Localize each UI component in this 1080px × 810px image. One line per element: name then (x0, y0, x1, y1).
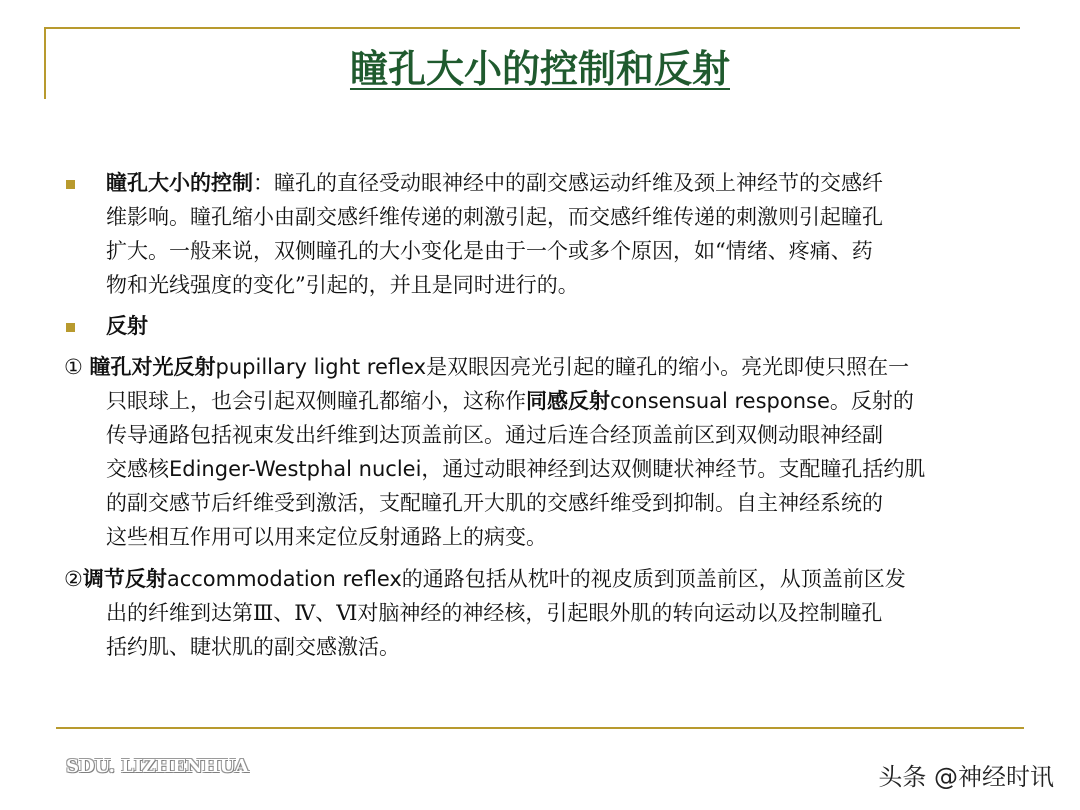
item-accommodation-line-3: 括约肌、睫状肌的副交感激活。 (106, 635, 400, 659)
footer-author: SDU. LIZHENHUA (66, 756, 249, 777)
bullet-square-icon (66, 323, 75, 332)
item-number: ① (64, 355, 83, 379)
item-accommodation-line-1: ②调节反射accommodation reflex的通路包括从枕叶的视皮质到顶盖前区，从顶盖前区发 (64, 567, 906, 591)
footer-rule (56, 727, 1024, 729)
item-pupillary-line-4: 交感核Edinger-Westphal nuclei，通过动眼神经到达双侧睫状神经节。支配瞳孔括约肌 (106, 457, 926, 481)
section-control-line-3: 扩大。一般来说，双侧瞳孔的大小变化是由于一个或多个原因，如“情绪、疼痛、药 (106, 239, 873, 263)
item-pupillary-line-1: ① 瞳孔对光反射pupillary light reflex是双眼因亮光引起的瞳孔的缩小。亮光即使只照在一 (64, 355, 910, 379)
item-pupillary-label: 瞳孔对光反射 (89, 355, 216, 379)
item-pupillary-line-6: 这些相互作用可以用来定位反射通路上的病变。 (106, 525, 547, 549)
item-accommodation-line-2: 出的纤维到达第Ⅲ、Ⅳ、Ⅵ对脑神经的神经核，引起眼外肌的转向运动以及控制瞳孔 (106, 601, 883, 625)
item-number: ② (64, 567, 83, 591)
section-control-line-1: 瞳孔大小的控制：瞳孔的直径受动眼神经中的副交感运动纤维及颈上神经节的交感纤 (106, 171, 883, 195)
item-pupillary-line-3: 传导通路包括视束发出纤维到达顶盖前区。通过后连合经顶盖前区到双侧动眼神经副 (106, 423, 883, 447)
consensual-label: 同感反射 (526, 389, 610, 413)
section-control-line-4: 物和光线强度的变化”引起的，并且是同时进行的。 (106, 273, 579, 297)
ew-nuclei-english: Edinger-Westphal nuclei (169, 457, 422, 481)
bullet-square-icon (66, 180, 75, 189)
item-pupillary-line-5: 的副交感节后纤维受到激活，支配瞳孔开大肌的交感纤维受到抑制。自主神经系统的 (106, 491, 883, 515)
item-pupillary-line-2: 只眼球上，也会引起双侧瞳孔都缩小，这称作同感反射consensual response。反射的 (106, 389, 914, 413)
item-pupillary-english: pupillary light reflex (215, 355, 427, 379)
footer-watermark: 头条 @神经时讯 (878, 763, 1054, 791)
consensual-english: consensual response (610, 389, 830, 413)
item-accommodation-english: accommodation reflex (166, 567, 402, 591)
item-accommodation-label: 调节反射 (82, 567, 167, 591)
slide-title: 瞳孔大小的控制和反射 (349, 47, 730, 91)
section-reflex-label: 反射 (106, 314, 148, 338)
section-control-line-2: 维影响。瞳孔缩小由副交感纤维传递的刺激引起，而交感纤维传递的刺激则引起瞳孔 (106, 205, 883, 229)
section-control-label: 瞳孔大小的控制 (106, 171, 253, 195)
